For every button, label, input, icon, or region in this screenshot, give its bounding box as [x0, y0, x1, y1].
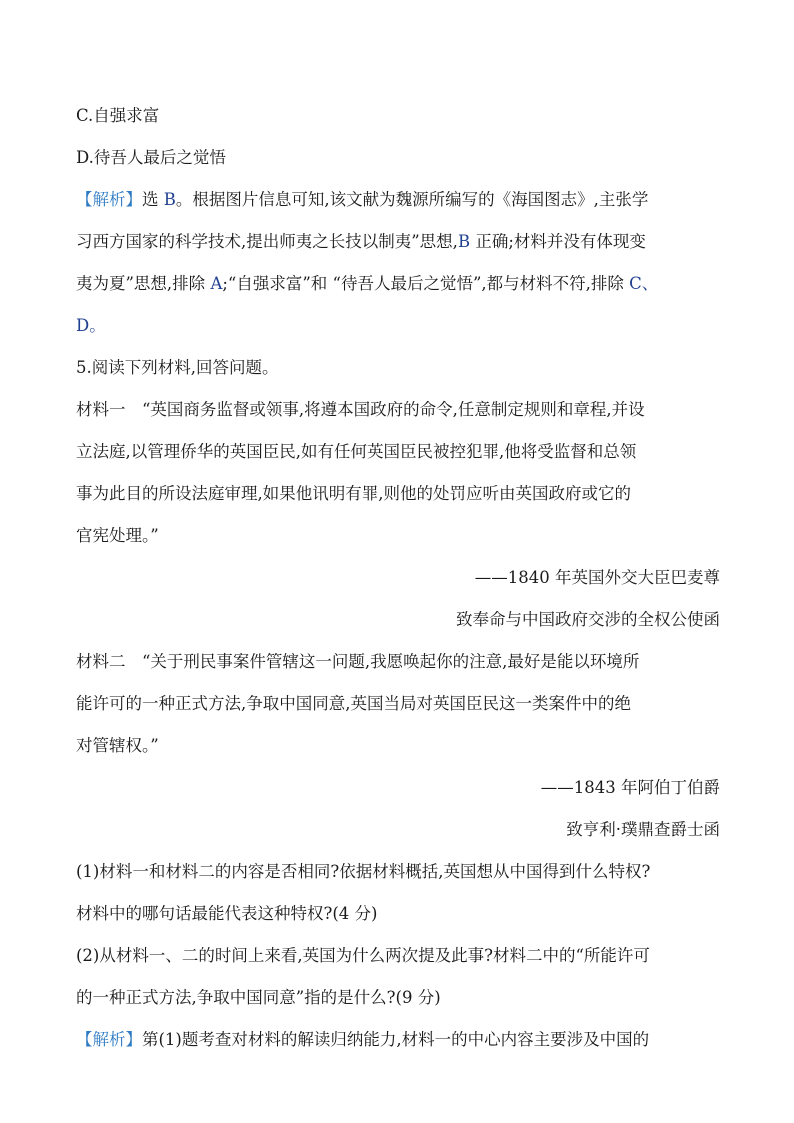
answer-letter: B [457, 232, 471, 251]
answer-letter: A [210, 274, 223, 293]
material-1-line-2: 立法庭,以管理侨华的英国臣民,如有任何英国臣民被控犯罪,他将受监督和总领 [76, 442, 637, 461]
material-1-line-1: 材料一 “英国商务监督或领事,将遵本国政府的命令,任意制定规则和章程,并设 [76, 400, 645, 419]
analysis-line-1 [76, 188, 726, 212]
material-2-source: ——1843 年阿伯丁伯爵 [540, 778, 720, 797]
material-1-line-4: 官宪处理。” [76, 526, 159, 545]
question-1-line-2: 材料中的哪句话最能代表这种特权?(4 分) [76, 904, 378, 923]
analysis-text: 习西方国家的科学技术,提出师夷之长技以制夷”思想, [76, 232, 458, 251]
material-2-source-2: 致亨利·璞鼎查爵士函 [566, 820, 720, 839]
material-1-source-2: 致奉命与中国政府交涉的全权公使函 [456, 610, 720, 629]
answer-letter: C、 [629, 274, 659, 293]
question-2-line-2: 的一种正式方法,争取中国同意”指的是什么?(9 分) [76, 988, 441, 1007]
analysis-text: ;“自强求富”和 “待吾人最后之觉悟”,都与材料不符,排除 [222, 274, 630, 293]
material-2-line-1: 材料二 “关于刑民事案件管辖这一问题,我愿唤起你的注意,最好是能以环境所 [76, 652, 640, 671]
question-5-title: 5.阅读下列材料,回答问题。 [76, 358, 279, 377]
analysis-tag: 【解析】 [76, 1030, 142, 1049]
question-1-line-1: (1)材料一和材料二的内容是否相同?依据材料概括,英国想从中国得到什么特权? [76, 862, 651, 881]
analysis-2-line-1 [76, 1028, 726, 1052]
material-2-line-2: 能许可的一种正式方法,争取中国同意,英国当局对英国臣民这一类案件中的绝 [76, 694, 631, 713]
analysis-text: 第(1)题考查对材料的解读归纳能力,材料一的中心内容主要涉及中国的 [142, 1030, 650, 1049]
material-1-line-3: 事为此目的所设法庭审理,如果他讯明有罪,则他的处罚应听由英国政府或它的 [76, 484, 631, 503]
analysis-line-2 [76, 230, 726, 254]
material-2-line-3: 对管辖权。” [76, 736, 159, 755]
answer-letter: B [163, 190, 176, 209]
option-d: D.待吾人最后之觉悟 [76, 148, 226, 167]
analysis-text: 。根据图片信息可知,该文献为魏源所编写的《海国图志》,主张学 [175, 190, 649, 209]
analysis-line-3 [76, 272, 726, 296]
answer-prefix: 选 [142, 190, 164, 209]
analysis-line-4: D。 [76, 316, 106, 335]
question-2-line-1: (2)从材料一、二的时间上来看,英国为什么两次提及此事?材料二中的“所能许可 [76, 946, 650, 965]
analysis-text: 正确;材料并没有体现变 [470, 232, 646, 251]
analysis-text: 夷为夏”思想,排除 [76, 274, 211, 293]
option-c: C.自强求富 [76, 106, 160, 125]
analysis-tag: 【解析】 [76, 190, 142, 209]
material-1-source: ——1840 年英国外交大臣巴麦尊 [474, 568, 720, 587]
